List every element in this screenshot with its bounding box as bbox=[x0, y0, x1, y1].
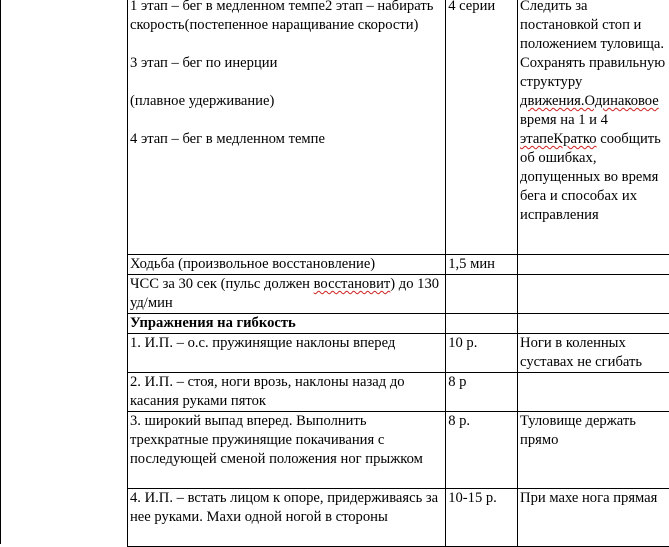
section-heading-row bbox=[128, 314, 669, 334]
dose-text: 8 р bbox=[448, 374, 466, 390]
dose-cell bbox=[446, 314, 518, 334]
notes-cell bbox=[518, 412, 669, 489]
dose-text: 10-15 р. bbox=[448, 490, 497, 506]
stage-3-note-text: (плавное удерживание) bbox=[130, 92, 443, 111]
notes-cell bbox=[518, 0, 669, 255]
exercise-cell bbox=[128, 412, 446, 489]
exercise-cell bbox=[128, 255, 446, 275]
notes-text-part: сообщить об ошибках, допущенных во время бега и способах их исправления bbox=[520, 131, 661, 223]
spellcheck-word: восстановит bbox=[314, 276, 391, 292]
exercise-text: Ходьба (произвольное восстановление) bbox=[130, 256, 375, 272]
page-left-border bbox=[0, 0, 1, 544]
notes-text-part: Следить за постановкой стоп и положением туловища. Сохранять правильную структуру bbox=[520, 0, 665, 90]
notes-cell bbox=[518, 314, 669, 334]
exercise-text: 2. И.П. – стоя, ноги врозь, наклоны назад до касания руками пяток bbox=[130, 374, 405, 409]
stage-4-text: 4 этап – бег в медленном темпе bbox=[130, 130, 443, 149]
dose-cell bbox=[446, 255, 518, 275]
spellcheck-word: этапеКратко bbox=[520, 131, 597, 147]
notes-cell bbox=[518, 255, 669, 275]
table-row bbox=[128, 255, 669, 275]
dose-cell bbox=[446, 489, 518, 547]
section-heading: Упражнения на гибкость bbox=[128, 314, 446, 334]
exercise-table bbox=[127, 0, 669, 547]
dose-cell bbox=[446, 275, 518, 314]
notes-text-part: время на 1 и 4 bbox=[520, 112, 608, 128]
exercise-text: 3. широкий выпад вперед. Выполнить трехкратные пружинящие покачивания с последующей сменой положения ног прыжком bbox=[130, 413, 423, 467]
exercise-text: 1. И.П. – о.с. пружинящие наклоны вперед bbox=[130, 335, 395, 351]
exercise-text-part: ) до 130 уд/мин bbox=[130, 276, 439, 311]
exercise-cell bbox=[128, 334, 446, 373]
dose-cell bbox=[446, 334, 518, 373]
exercise-cell bbox=[128, 373, 446, 412]
table-row bbox=[128, 373, 669, 412]
notes-text: Туловище держать прямо bbox=[520, 413, 636, 448]
exercise-cell bbox=[128, 0, 446, 255]
dose-text: 1,5 мин bbox=[448, 256, 495, 272]
exercise-text: 4. И.П. – встать лицом к опоре, придерживаясь за нее руками. Махи одной ногой в стороны bbox=[130, 490, 438, 525]
table-row bbox=[128, 0, 669, 255]
dose-text: 8 р. bbox=[448, 413, 470, 429]
table-row bbox=[128, 412, 669, 489]
exercise-text-part: ЧСС за 30 сек (пульс должен bbox=[130, 276, 314, 292]
table-row bbox=[128, 275, 669, 314]
stage-3-text: 3 этап – бег по инерции bbox=[130, 54, 443, 73]
dose-text: 4 серии bbox=[448, 0, 495, 14]
notes-cell bbox=[518, 489, 669, 547]
spellcheck-word: движения.Одинаковое bbox=[520, 93, 659, 109]
stage-1-2-text: 1 этап – бег в медленном темпе2 этап – набирать скорость(постепенное наращивание скорости) bbox=[130, 0, 443, 35]
notes-text: При махе нога прямая bbox=[520, 490, 657, 506]
exercise-cell bbox=[128, 489, 446, 547]
notes-cell bbox=[518, 373, 669, 412]
table-row bbox=[128, 489, 669, 547]
notes-text: Ноги в коленных суставах не сгибать bbox=[520, 335, 642, 370]
exercise-cell bbox=[128, 275, 446, 314]
dose-cell bbox=[446, 0, 518, 255]
dose-cell bbox=[446, 373, 518, 412]
dose-cell bbox=[446, 412, 518, 489]
notes-cell bbox=[518, 334, 669, 373]
table-row bbox=[128, 334, 669, 373]
dose-text: 10 р. bbox=[448, 335, 477, 351]
notes-cell bbox=[518, 275, 669, 314]
